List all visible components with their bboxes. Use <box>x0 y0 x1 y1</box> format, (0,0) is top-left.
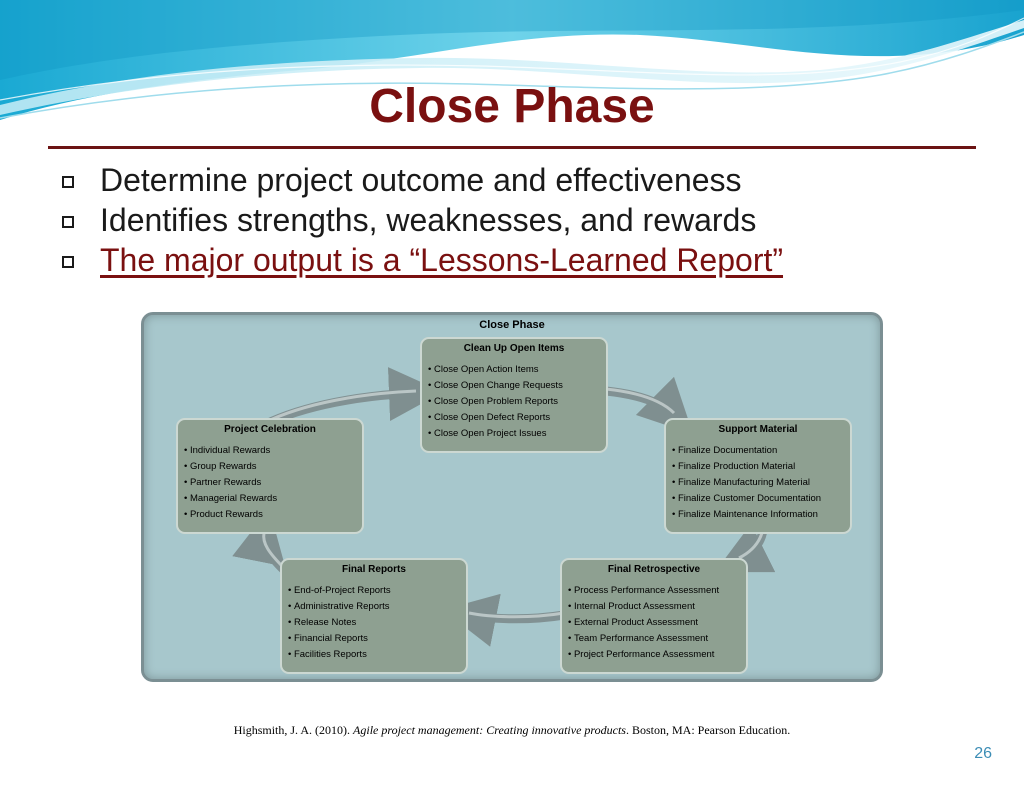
list-item: • End-of-Project Reports <box>288 583 460 599</box>
list-item: • Product Rewards <box>184 507 356 523</box>
bullet-item: Identifies strengths, weaknesses, and rewards <box>60 200 783 240</box>
box-title: Clean Up Open Items <box>463 343 565 354</box>
list-item: • Internal Product Assessment <box>568 599 740 615</box>
citation-work: Agile project management: Creating innovative products <box>353 723 626 737</box>
box-final-reports <box>280 558 468 674</box>
square-bullet-icon <box>62 256 74 268</box>
list-item: • Release Notes <box>288 615 460 631</box>
citation <box>0 723 1024 738</box>
box-title: Final Retrospective <box>607 564 701 575</box>
lessons-learned-link[interactable]: The major output is a “Lessons-Learned Report” <box>100 242 784 278</box>
citation-author: Highsmith, J. A. (2010). <box>233 723 354 737</box>
list-item: • Close Open Defect Reports <box>428 410 600 426</box>
square-bullet-icon <box>62 216 74 228</box>
box-title: Final Reports <box>342 564 406 575</box>
list-item: • Finalize Production Material <box>672 459 844 475</box>
list-item: • Close Open Project Issues <box>428 426 600 442</box>
list-item: • Finalize Manufacturing Material <box>672 475 844 491</box>
list-item: • Finalize Documentation <box>672 443 844 459</box>
list-item: • Managerial Rewards <box>184 491 356 507</box>
slide-title: Close Phase <box>369 80 655 133</box>
list-item: • External Product Assessment <box>568 615 740 631</box>
list-item: • Facilities Reports <box>288 647 460 663</box>
list-item: • Financial Reports <box>288 631 460 647</box>
list-item: • Administrative Reports <box>288 599 460 615</box>
page-number: 26 <box>974 745 992 762</box>
list-item: • Close Open Problem Reports <box>428 394 600 410</box>
box-support-material <box>664 418 852 534</box>
list-item: • Close Open Action Items <box>428 362 600 378</box>
list-item: • Individual Rewards <box>184 443 356 459</box>
list-item: • Project Performance Assessment <box>568 647 740 663</box>
close-phase-diagram <box>141 312 883 682</box>
box-final-retrospective <box>560 558 748 674</box>
square-bullet-icon <box>62 176 74 188</box>
bullet-item-link[interactable] <box>60 240 783 280</box>
list-item: • Finalize Customer Documentation <box>672 491 844 507</box>
box-project-celebration <box>176 418 364 534</box>
list-item: • Partner Rewards <box>184 475 356 491</box>
citation-publisher: . Boston, MA: Pearson Education. <box>625 723 791 737</box>
box-clean-up-open-items <box>420 337 608 453</box>
list-item: • Team Performance Assessment <box>568 631 740 647</box>
list-item: • Group Rewards <box>184 459 356 475</box>
title-divider <box>48 146 976 149</box>
bullet-list <box>60 160 783 280</box>
box-title: Project Celebration <box>224 424 316 435</box>
bullet-item: Determine project outcome and effectiveness <box>60 160 783 200</box>
list-item: • Finalize Maintenance Information <box>672 507 844 523</box>
list-item: • Process Performance Assessment <box>568 583 740 599</box>
box-title: Support Material <box>718 424 798 435</box>
diagram-title: Close Phase <box>479 319 545 331</box>
list-item: • Close Open Change Requests <box>428 378 600 394</box>
